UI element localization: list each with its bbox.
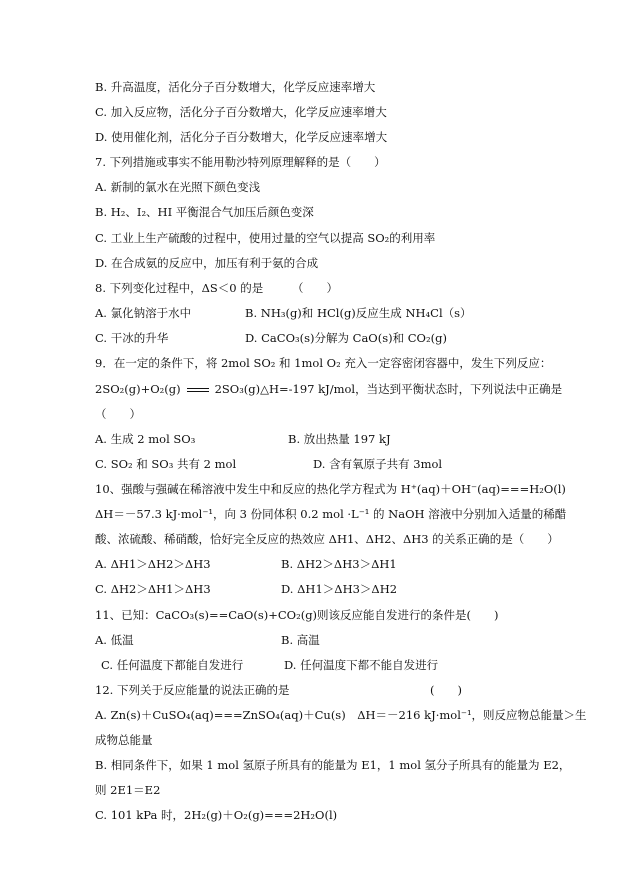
option-c-q10: C. ΔH2＞ΔH1＞ΔH3 [95, 582, 211, 596]
question-9: 9．在一定的条件下，将 2mol SO₂ 和 1mol O₂ 充入一定容密闭容器中，发生下列反应： [95, 356, 552, 370]
option-a-q8: A. 氯化钠溶于水中 [95, 306, 192, 320]
option-d-q7: D. 在合成氨的反应中，加压有利于氨的合成 [95, 256, 319, 270]
option-a-q12: A. Zn(s)＋CuSO₄(aq)===ZnSO₄(aq)＋Cu(s) ΔH＝－216 kJ·mol⁻¹，则反应物总能量＞生 [95, 708, 587, 722]
equilibrium-arrow-icon [187, 386, 209, 394]
question-12: 12. 下列关于反应能量的说法正确的是 [95, 683, 290, 697]
option-a-q10: A. ΔH1＞ΔH2＞ΔH3 [95, 557, 211, 571]
option-c-q7: C. 工业上生产硫酸的过程中，使用过量的空气以提高 SO₂的利用率 [95, 231, 436, 245]
option-a-q11: A. 低温 [95, 633, 134, 647]
option-b-q8: B. NH₃(g)和 HCl(g)反应生成 NH₄Cl（s） [245, 306, 472, 320]
equation-reactants: 2SO₂(g)+O₂(g) [95, 382, 181, 396]
question-7: 7. 下列措施或事实不能用勒沙特列原理解释的是（ ） [95, 155, 386, 169]
option-d-q11: D. 任何温度下都不能自发进行 [284, 658, 439, 672]
question-8: 8. 下列变化过程中，ΔS＜0 的是 （ ） [95, 281, 339, 295]
option-a-q9: A. 生成 2 mol SO₃ [95, 432, 196, 446]
option-b-q7: B. H₂、I₂、HI 平衡混合气加压后颜色变深 [95, 205, 314, 219]
option-d-q6: D. 使用催化剂，活化分子百分数增大，化学反应速率增大 [95, 130, 388, 144]
question-10-line2: ΔH＝－57.3 kJ·mol⁻¹，向 3 份同体积 0.2 mol ·L⁻¹ 的 NaOH 溶液中分别加入适量的稀醋 [95, 507, 567, 521]
option-c-q6: C. 加入反应物，活化分子百分数增大，化学反应速率增大 [95, 105, 387, 119]
option-a-q12-line2: 成物总能量 [95, 733, 153, 747]
question-11: 11、已知：CaCO₃(s)==CaO(s)+CO₂(g)则该反应能自发进行的条件是( ) [95, 608, 499, 622]
question-9-bracket: （ ） [95, 407, 141, 421]
option-d-q8: D. CaCO₃(s)分解为 CaO(s)和 CO₂(g) [245, 331, 447, 345]
option-d-q10: D. ΔH1＞ΔH3＞ΔH2 [281, 582, 398, 596]
question-10: 10、强酸与强碱在稀溶液中发生中和反应的热化学方程式为 H⁺(aq)＋OH⁻(aq)===H₂O(l) [95, 482, 566, 496]
option-b-q9: B. 放出热量 197 kJ [288, 432, 391, 446]
question-12-bracket: ( ) [430, 683, 462, 697]
option-b-q12-line2: 则 2E1＝E2 [95, 783, 161, 797]
option-b-q12: B. 相同条件下，如果 1 mol 氢原子所具有的能量为 E1，1 mol 氢分子所具有的能量为 E2， [95, 758, 571, 772]
option-c-q9: C. SO₂ 和 SO₃ 共有 2 mol [95, 457, 237, 471]
question-10-line3: 酸、浓硫酸、稀硝酸，恰好完全反应的热效应 ΔH1、ΔH2、ΔH3 的关系正确的是（ ） [95, 532, 559, 546]
option-c-q12: C. 101 kPa 时，2H₂(g)＋O₂(g)===2H₂O(l) [95, 808, 338, 822]
option-c-q8: C. 干冰的升华 [95, 331, 169, 345]
option-b-q11: B. 高温 [281, 633, 320, 647]
option-b-q6: B. 升高温度，活化分子百分数增大，化学反应速率增大 [95, 80, 376, 94]
option-a-q7: A. 新制的氯水在光照下颜色变浅 [95, 180, 261, 194]
option-c-q11: C. 任何温度下都能自发进行 [101, 658, 244, 672]
equation-products: 2SO₃(g)△H=-197 kJ/mol，当达到平衡状态时，下列说法中正确是 [214, 382, 563, 396]
option-b-q10: B. ΔH2＞ΔH3＞ΔH1 [281, 557, 397, 571]
question-9-equation [95, 382, 562, 396]
option-d-q9: D. 含有氧原子共有 3mol [313, 457, 443, 471]
